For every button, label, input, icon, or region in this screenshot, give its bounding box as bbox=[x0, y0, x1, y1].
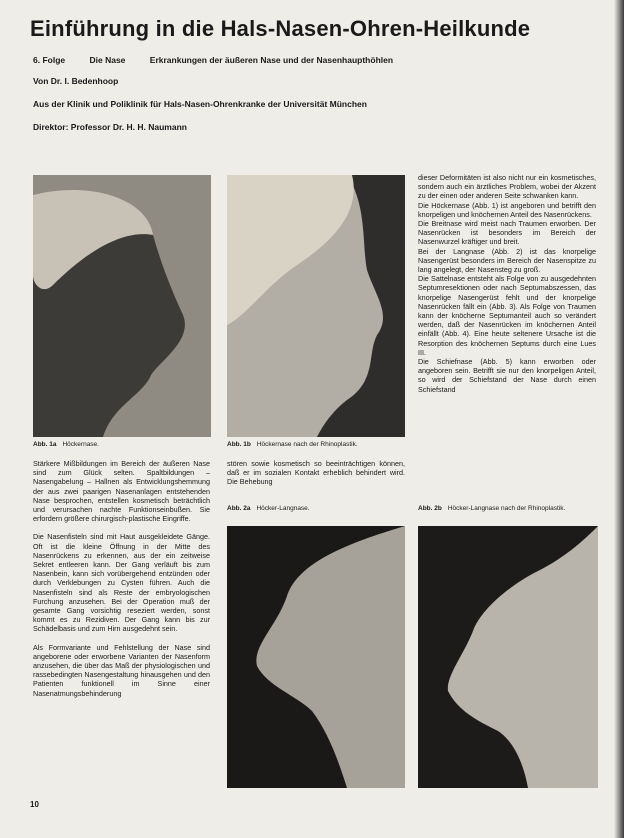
caption-fig-2b bbox=[418, 505, 598, 512]
caption-label: Abb. 1a bbox=[33, 441, 57, 448]
series-label: 6. Folge bbox=[33, 55, 66, 65]
caption-text: Höckernase nach der Rhinoplastik. bbox=[256, 441, 358, 448]
paragraph: Die Sattelnase entsteht als Folge von zu ausgedehnten Septumresektionen oder nach Septumabszessen, das knorpelige Nasengerüst fehlt und der knorpelige Nasenrücken fällt ein (Abb. 3). Als Folge von Traumen kann der knöcherne Septumanteil auch so verändert werden, daß der Nasenrücken im knöchernen Anteil einfällt (Abb. 4). Eine heute seltenere Ursache ist die Resorption des knöchernen Septums durch eine Lues III. bbox=[418, 274, 596, 357]
institution-line: Aus der Klinik und Poliklinik für Hals-Nasen-Ohrenkranke der Universität München bbox=[33, 99, 367, 109]
series-topic: Die Nase bbox=[89, 55, 126, 65]
caption-text: Höcker-Langnase nach der Rhinoplastik. bbox=[447, 505, 566, 512]
photo-fig-1b bbox=[227, 175, 405, 437]
caption-fig-2a bbox=[227, 505, 310, 512]
text-column-right bbox=[418, 173, 596, 394]
caption-fig-1b bbox=[227, 441, 358, 448]
text-column-middle bbox=[227, 459, 405, 487]
paragraph: Stärkere Mißbildungen im Bereich der äußeren Nase sind zum Glück selten. Spaltbildungen – Nasengabelung – Hallnen als Entwicklungshemmung der aus zwei paarigen Nasenanlagen entstehenden Nase besprochen, entstellen kosmetisch beträchtlich und verursachen nachte Funktionseinbußen. Sie erfordern größere chirurgisch-plastische Eingriffe. bbox=[33, 459, 210, 524]
paragraph: Als Formvariante und Fehlstellung der Nase sind angeborene oder erworbene Varianten der Nasenform anzusehen, die über das Maß der physiologischen und rassebedingten Nasengestaltung hinausgehen und den Patienten funktionell im Sinne einer Nasenatmungsbehinderung bbox=[33, 642, 210, 698]
caption-text: Höcker-Langnase. bbox=[256, 505, 310, 512]
author-line: Von Dr. I. Bedenhoop bbox=[33, 76, 119, 86]
paragraph: Die Nasenfisteln sind mit Haut ausgekleidete Gänge. Oft ist die kleine Öffnung in der Mitte des Nasenrückens zu erkennen, aus der ein zeitweise Sekret entleeren kann. Der Gang verläuft bis zum Nasenbein, kann sich vorübergehend entzünden oder durch Verklebungen zu Cysten führen. Auch die Nasenfisteln sind als Reste der embryologischen Furchung anzusehen. Bei der Operation muß der gesamte Gang vorsichtig reseziert werden, sonst kommt es zu Rezidiven. Der Gang kann bis zur Schädelbasis und zum Hirn ausgedehnt sein. bbox=[33, 532, 210, 634]
paragraph: Die Schiefnase (Abb. 5) kann erworben oder angeboren sein. Betrifft sie nur den knorpeligen Anteil, so wird der Schiefstand der Nase durch einen Schiefstand bbox=[418, 357, 596, 394]
caption-label: Abb. 2b bbox=[418, 505, 442, 512]
series-line bbox=[33, 55, 415, 65]
photo-fig-2b bbox=[418, 526, 598, 788]
caption-fig-1a bbox=[33, 441, 99, 448]
article-title: Einführung in die Hals-Nasen-Ohren-Heilkunde bbox=[30, 16, 531, 41]
page-number: 10 bbox=[30, 800, 39, 809]
paragraph: dieser Deformitäten ist also nicht nur ein kosmetisches, sondern auch ein ärztliches Problem, wobei der Akzent zu der einen oder anderen Seite schwanken kann. bbox=[418, 173, 596, 201]
paragraph: Die Breitnase wird meist nach Traumen erworben. Der Nasenrücken ist besonders im Bereich der Nasenwurzel kräftiger und breit. bbox=[418, 219, 596, 247]
paragraph: stören sowie kosmetisch so beeinträchtigen können, daß er im sozialen Kontakt erheblich behindert wird. Die Behebung bbox=[227, 459, 405, 487]
paragraph: Bei der Langnase (Abb. 2) ist das knorpelige Nasengerüst besonders im Bereich der Nasenspitze zu lang angelegt, der Nasensteg zu groß. bbox=[418, 246, 596, 275]
caption-label: Abb. 2a bbox=[227, 505, 251, 512]
paragraph: Die Höckernase (Abb. 1) ist angeboren und betrifft den knorpeligen und knöchernen Anteil des Nasenrückens. bbox=[418, 200, 596, 219]
caption-label: Abb. 1b bbox=[227, 441, 251, 448]
photo-fig-2a bbox=[227, 526, 405, 788]
scan-edge-shadow bbox=[614, 0, 624, 838]
director-line: Direktor: Professor Dr. H. H. Naumann bbox=[33, 122, 187, 132]
photo-fig-1a bbox=[33, 175, 211, 437]
caption-text: Höckernase. bbox=[62, 441, 99, 448]
series-subtitle: Erkrankungen der äußeren Nase und der Nasenhaupthöhlen bbox=[149, 55, 394, 65]
text-column-left bbox=[33, 459, 210, 698]
